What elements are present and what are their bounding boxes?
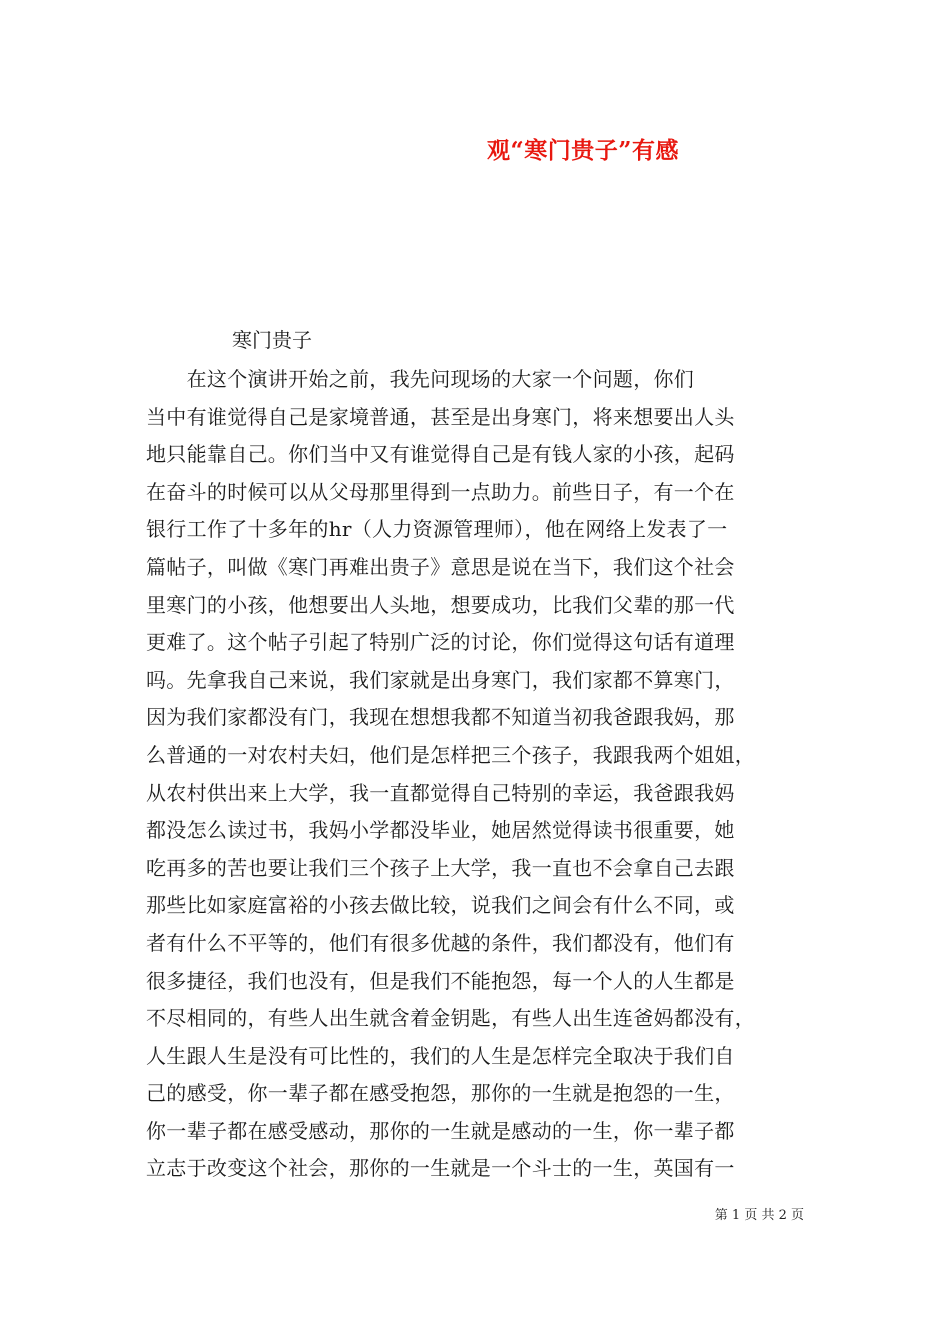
body-line: 在奋斗的时候可以从父母那里得到一点助力。前些日子，有一个在: [146, 479, 735, 504]
body-line: 篇帖子，叫做《寒门再难出贵子》意思是说在当下，我们这个社会: [146, 554, 735, 579]
body-line: 吗。先拿我自己来说，我们家就是出身寒门，我们家都不算寒门，: [146, 667, 735, 692]
document-subtitle: 寒门贵子: [232, 328, 312, 352]
body-line: 己的感受，你一辈子都在感受抱怨，那你的一生就是抱怨的一生，: [146, 1081, 735, 1106]
body-line: 者有什么不平等的，他们有很多优越的条件，我们都没有，他们有: [146, 930, 735, 955]
body-line: 银行工作了十多年的hr（人力资源管理师），他在网络上发表了一: [146, 517, 728, 542]
body-line: 在这个演讲开始之前，我先问现场的大家一个问题，你们: [146, 367, 695, 391]
body-line: 立志于改变这个社会，那你的一生就是一个斗士的一生，英国有一: [146, 1156, 735, 1181]
body-line: 么普通的一对农村夫妇，他们是怎样把三个孩子，我跟我两个姐姐，: [146, 742, 755, 767]
document-body: [146, 361, 816, 1188]
document-title: 观“寒门贵子”有感: [487, 137, 679, 164]
body-line: 不尽相同的，有些人出生就含着金钥匙，有些人出生连爸妈都没有，: [146, 1006, 755, 1031]
body-line: 更难了。这个帖子引起了特别广泛的讨论，你们觉得这句话有道理: [146, 630, 735, 655]
body-line: 人生跟人生是没有可比性的，我们的人生是怎样完全取决于我们自: [146, 1043, 735, 1068]
body-line: 从农村供出来上大学，我一直都觉得自己特别的幸运，我爸跟我妈: [146, 780, 735, 805]
body-line: 地只能靠自己。你们当中又有谁觉得自己是有钱人家的小孩，起码: [146, 442, 735, 467]
body-line: 都没怎么读过书，我妈小学都没毕业，她居然觉得读书很重要，她: [146, 818, 735, 843]
body-line: 你一辈子都在感受感动，那你的一生就是感动的一生，你一辈子都: [146, 1118, 735, 1143]
body-line: 很多捷径，我们也没有，但是我们不能抱怨，每一个人的人生都是: [146, 968, 735, 993]
page-footer: 第 1 页 共 2 页: [714, 1208, 804, 1223]
body-line: 那些比如家庭富裕的小孩去做比较，说我们之间会有什么不同，或: [146, 893, 735, 918]
body-line: 因为我们家都没有门，我现在想想我都不知道当初我爸跟我妈，那: [146, 705, 735, 730]
body-line: 里寒门的小孩，他想要出人头地，想要成功，比我们父辈的那一代: [146, 592, 735, 617]
body-line: 吃再多的苦也要让我们三个孩子上大学，我一直也不会拿自己去跟: [146, 855, 735, 880]
body-line: 当中有谁觉得自己是家境普通，甚至是出身寒门，将来想要出人头: [146, 404, 735, 429]
